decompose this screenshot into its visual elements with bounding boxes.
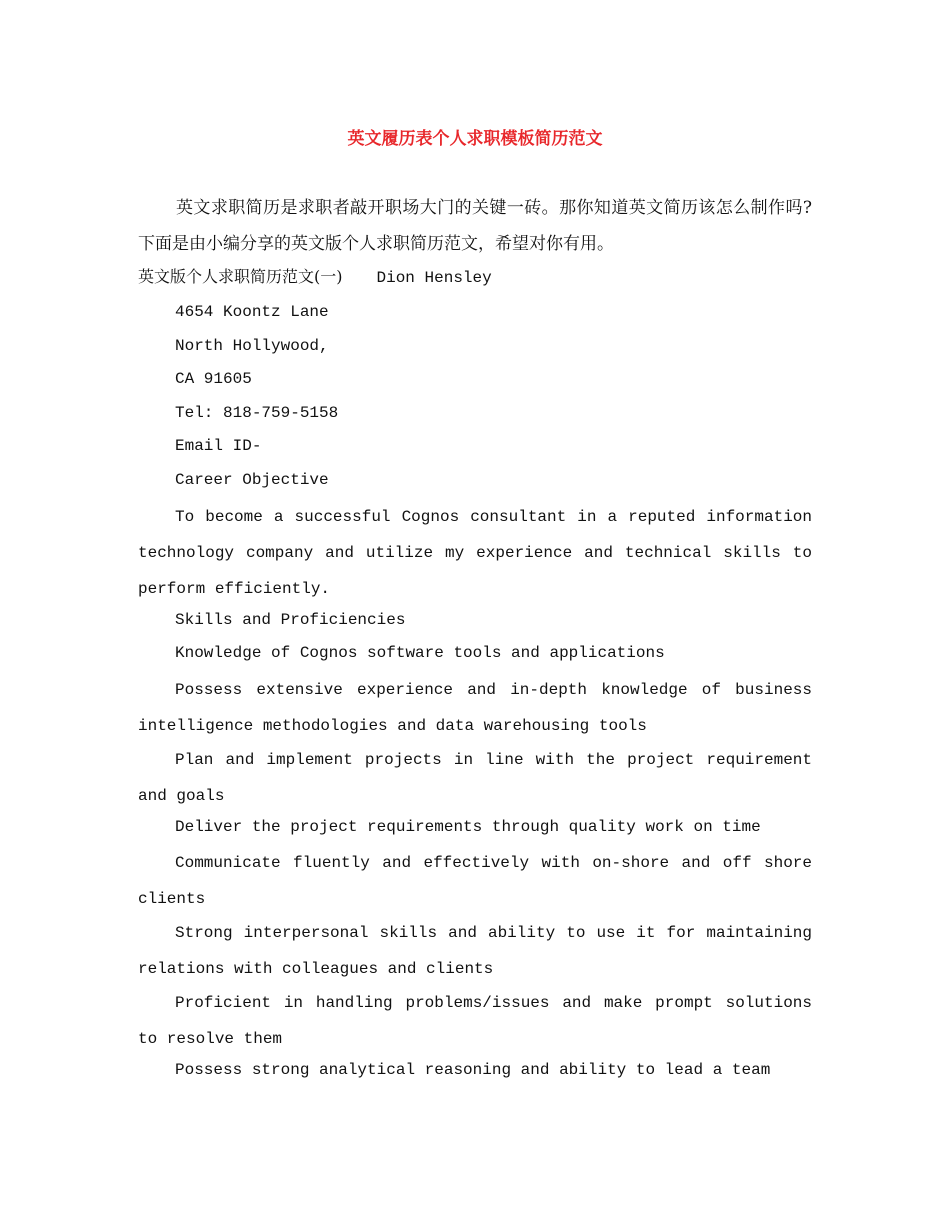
skill-item-8: Possess strong analytical reasoning and ability to lead a team [175,1061,771,1080]
skill-item-1: Knowledge of Cognos software tools and applications [175,644,665,663]
applicant-name: Dion Hensley [376,269,492,287]
address-line-1: 4654 Koontz Lane [175,303,329,321]
skill-item-6: Strong interpersonal skills and ability to use it for maintaining relations with colleagues and clients [138,924,812,979]
address-line-2: North Hollywood, [175,336,329,355]
skill-item-5: Communicate fluently and effectively with on-shore and off shore clients [138,854,812,909]
section-label: 英文版个人求职简历范文(一) [138,267,343,286]
skill-item-2: Possess extensive experience and in-depth knowledge of business intelligence methodologies and data warehousing tools [138,680,812,735]
career-objective-text: To become a successful Cognos consultant in a reputed information technology company and utilize my experience and technical skills to perform efficiently. [138,507,812,598]
skill-item-4: Deliver the project requirements through quality work on time [175,817,761,836]
intro-paragraph: 英文求职简历是求职者敲开职场大门的关键一砖。那你知道英文简历该怎么制作吗?下面是由小编分享的英文版个人求职简历范文，希望对你有用。 [138,198,812,254]
career-objective-heading: Career Objective [175,470,329,489]
document-body [138,190,812,1089]
telephone-line: Tel: 818-759-5158 [175,403,339,422]
skill-item-7: Proficient in handling problems/issues and make prompt solutions to resolve them [138,994,812,1049]
page-title: 英文履历表个人求职模板简历范文 [347,129,603,149]
email-line: Email ID- [175,437,262,456]
address-line-3: CA 91605 [175,370,252,389]
resume-heading [138,262,812,293]
skills-heading: Skills and Proficiencies [175,610,406,629]
skill-item-3: Plan and implement projects in line with the project requirement and goals [138,750,812,805]
